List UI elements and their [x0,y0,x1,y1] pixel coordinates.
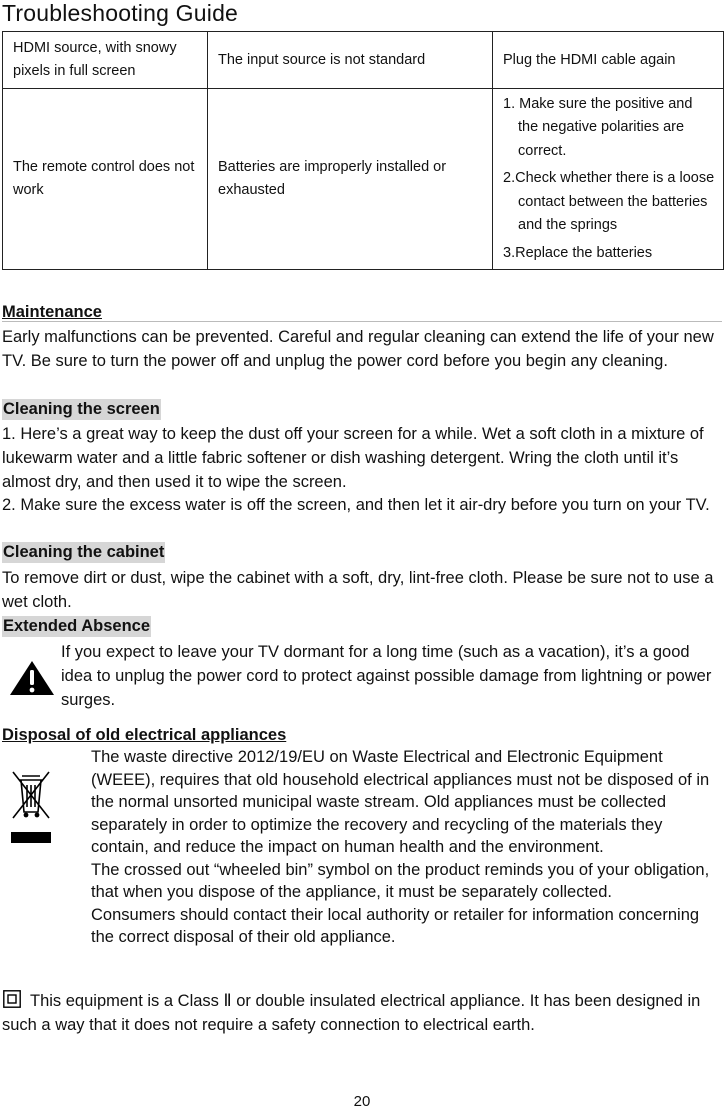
troubleshooting-table [2,31,724,270]
maintenance-intro: Early malfunctions can be prevented. Careful and regular cleaning can extend the life of your new TV. Be sure to turn the power off and unplug the power cord before you begin any cleaning. [2,328,714,370]
cleaning-screen-step-2: 2. Make sure the excess water is off the screen, and then let it air-dry before you turn on your TV. [2,496,710,514]
page-number: 20 [353,1093,371,1110]
solution-item: 3.Replace the batteries [503,244,653,261]
cause-cell: The input source is not standard [208,32,493,89]
solution-item: 2.Check whether there is a loose contact between the batteries and the springs [503,170,715,234]
problem-cell: HDMI source, with snowy pixels in full screen [3,32,208,89]
cleaning-screen-heading: Cleaning the screen [3,400,160,418]
cleaning-screen-step-1: 1. Here’s a great way to keep the dust off your screen for a while. Wet a soft cloth in a mixture of lukewarm water and a little fabric softener or dish washing detergent. Wring the cloth until it’s almost dry, and then used it to wipe the screen. [2,425,704,491]
crossed-wheeled-bin-icon [10,766,52,846]
section-divider [2,321,722,322]
disposal-paragraph: The crossed out “wheeled bin” symbol on the product reminds you of your obligation, that when you dispose of the appliance, it must be separately collected. [91,860,710,901]
cleaning-cabinet-heading: Cleaning the cabinet [3,543,165,561]
solution-cell [493,89,724,270]
disposal-paragraph: The waste directive 2012/19/EU on Waste Electrical and Electronic Equipment (WEEE), requires that old household electrical appliances must not be disposed of in the normal unsorted municipal waste stream. Old appliances must be collected separately in order to optimize the recovery and recycling of the materials they contain, and reduce the impact on human health and the environment. [91,748,710,856]
disposal-paragraph: Consumers should contact their local authority or retailer for information concerning the correct disposal of their old appliance. [91,905,700,946]
extended-absence-heading: Extended Absence [3,617,151,635]
solution-item: 1. Make sure the positive and the negative polarities are correct. [503,95,693,159]
solution-list [503,93,715,266]
class2-statement: This equipment is a Class Ⅱ or double insulated electrical appliance. It has been designed in such a way that it does not require a safety connection to electrical earth. [2,992,701,1034]
maintenance-heading: Maintenance [2,303,102,321]
table-row [3,32,724,89]
page-title: Troubleshooting Guide [2,0,239,26]
cleaning-cabinet-text: To remove dirt or dust, wipe the cabinet with a soft, dry, lint-free cloth. Please be sure not to use a wet cloth. [2,569,714,611]
problem-cell: The remote control does not work [3,89,208,270]
warning-triangle-icon [9,660,55,696]
disposal-text [91,746,723,949]
extended-absence-text: If you expect to leave your TV dormant for a long time (such as a vacation), it’s a good idea to unplug the power cord to protect against possible damage from lightning or power surges. [61,643,712,709]
cause-cell: Batteries are improperly installed or exhausted [208,89,493,270]
table-row [3,89,724,270]
disposal-heading: Disposal of old electrical appliances [2,726,287,744]
solution-cell: Plug the HDMI cable again [493,32,724,89]
